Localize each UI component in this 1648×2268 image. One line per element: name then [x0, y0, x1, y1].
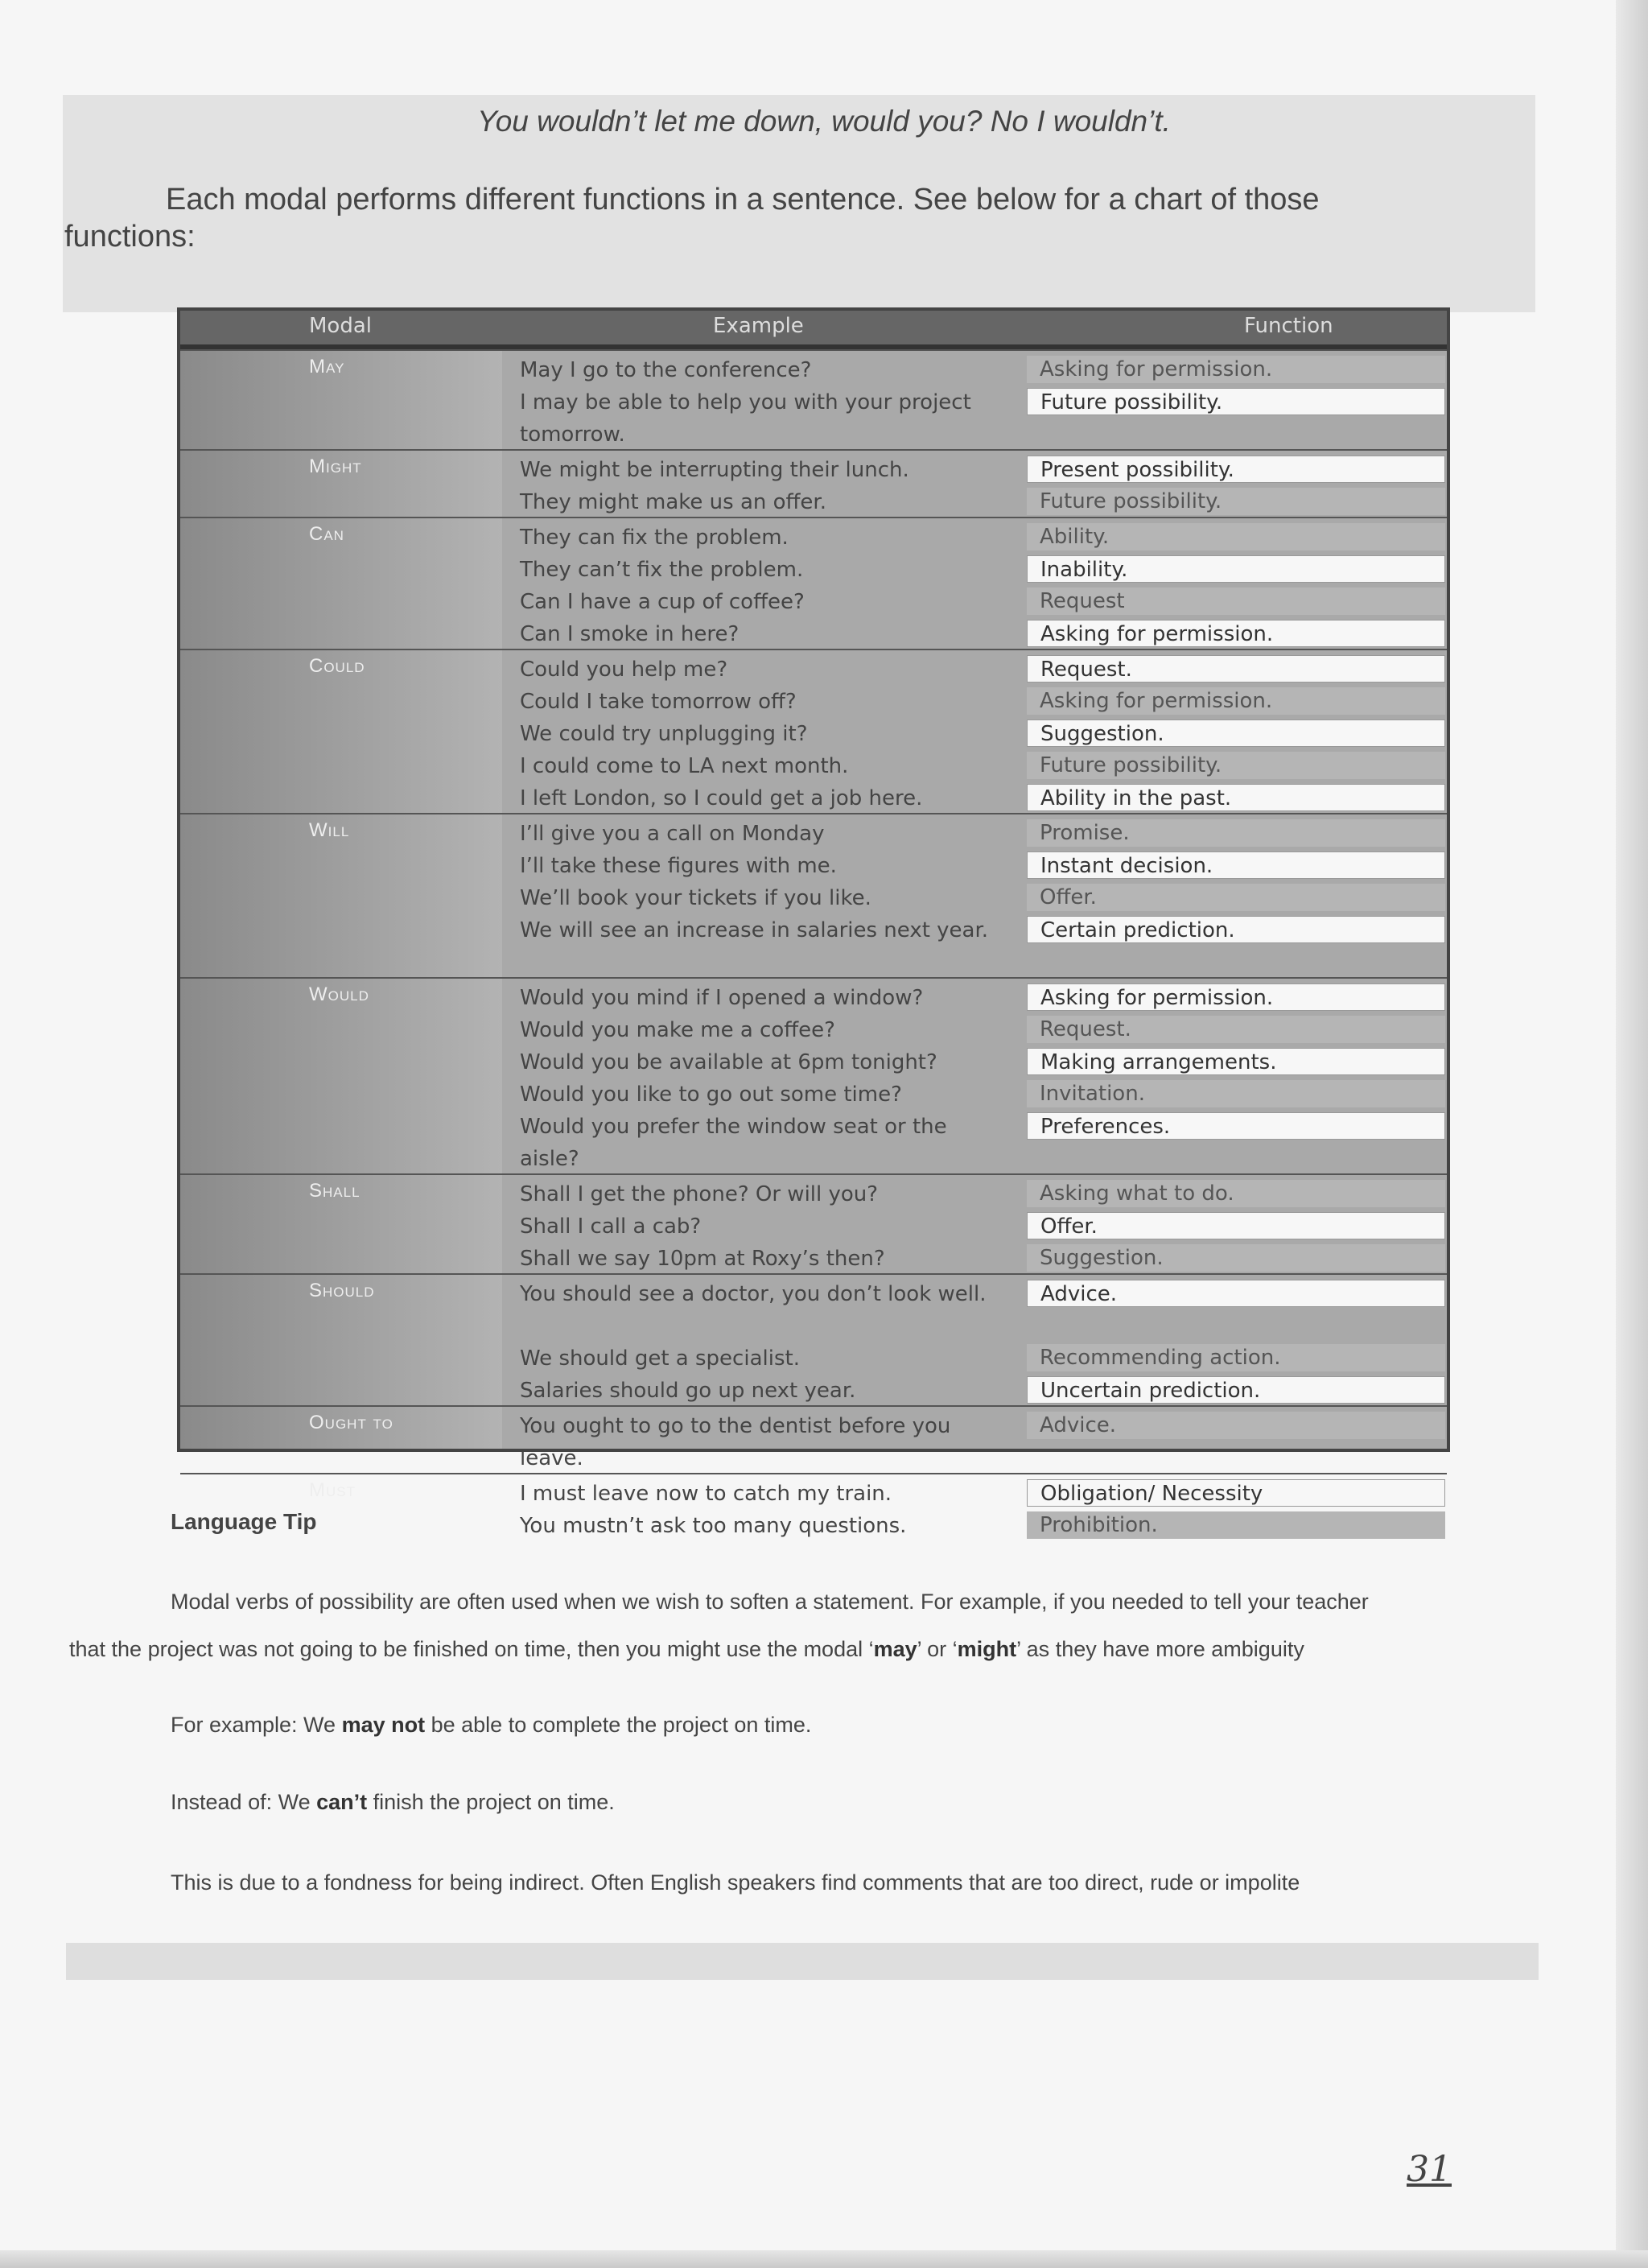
tip-text: ’ as they have more ambiguity — [1016, 1637, 1304, 1661]
example-cell: We should get a specialist. — [520, 1346, 800, 1371]
function-cell: Suggestion. — [1027, 720, 1445, 747]
example-cell: May I go to the conference? — [520, 358, 812, 382]
example-cell: Could I take tomorrow off? — [520, 690, 797, 714]
example-cell: I left London, so I could get a job here. — [520, 786, 923, 810]
table-header — [180, 311, 1447, 349]
example-cell: I’ll give you a call on Monday — [520, 822, 825, 846]
table-row — [180, 1405, 1447, 1474]
example-cell: Would you like to go out some time? — [520, 1082, 902, 1107]
example-cell: Would you make me a coffee? — [520, 1018, 835, 1042]
modal-cell: Can — [309, 523, 344, 545]
example-cell: You should see a doctor, you don’t look well. — [520, 1282, 987, 1306]
tip-bold-might: might — [957, 1637, 1017, 1661]
function-cell: Making arrangements. — [1027, 1048, 1445, 1075]
function-cell: Instant decision. — [1027, 852, 1445, 879]
example-bold: may not — [341, 1713, 426, 1737]
example-cell: They can’t fix the problem. — [520, 558, 804, 582]
function-cell: Offer. — [1027, 884, 1445, 911]
table-row — [180, 1273, 1447, 1407]
function-cell: Inability. — [1027, 555, 1445, 583]
example-cell: We might be interrupting their lunch. — [520, 458, 909, 482]
scan-edge-bottom — [0, 2250, 1648, 2268]
function-cell: Promise. — [1027, 819, 1445, 847]
function-cell: Ability in the past. — [1027, 784, 1445, 811]
example-cell: Shall I get the phone? Or will you? — [520, 1182, 879, 1206]
quote-line: You wouldn’t let me down, would you? No I wouldn’t. — [477, 105, 1171, 138]
example-cell: Can I have a cup of coffee? — [520, 590, 805, 614]
example-cell: You mustn’t ask too many questions. — [520, 1514, 907, 1538]
example-cell: We could try unplugging it? — [520, 722, 808, 746]
function-cell: Advice. — [1027, 1412, 1445, 1439]
table-row — [180, 449, 1447, 518]
function-cell: Present possibility. — [1027, 456, 1445, 483]
example-cell: I may be able to help you with your project tomorrow. — [520, 390, 971, 447]
modal-cell: Would — [309, 983, 369, 1005]
example-cell: Can I smoke in here? — [520, 622, 740, 646]
instead-bold: can’t — [316, 1790, 368, 1814]
function-cell: Preferences. — [1027, 1112, 1445, 1140]
example-cell: I must leave now to catch my train. — [520, 1482, 892, 1506]
table-row — [180, 977, 1447, 1175]
function-cell: Asking for permission. — [1027, 687, 1445, 715]
function-cell: Recommending action. — [1027, 1344, 1445, 1371]
tip-text: ’ or ‘ — [917, 1637, 958, 1661]
header-function: Function — [1244, 314, 1333, 338]
example-cell: Shall I call a cab? — [520, 1214, 702, 1239]
table-row — [180, 1173, 1447, 1275]
function-cell: Advice. — [1027, 1280, 1445, 1307]
example-cell: We’ll book your tickets if you like. — [520, 886, 871, 910]
function-cell: Obligation/ Necessity — [1027, 1479, 1445, 1507]
table-row — [180, 813, 1447, 979]
example-cell: Would you be available at 6pm tonight? — [520, 1050, 937, 1074]
example-cell: Salaries should go up next year. — [520, 1379, 856, 1403]
function-cell: Future possibility. — [1027, 488, 1445, 515]
tip-paragraph-line-2 — [69, 1629, 1518, 1669]
modal-cell: May — [309, 356, 345, 377]
function-cell: Asking what to do. — [1027, 1180, 1445, 1207]
function-cell: Request. — [1027, 655, 1445, 682]
function-cell: Suggestion. — [1027, 1244, 1445, 1272]
function-cell: Ability. — [1027, 523, 1445, 551]
modal-cell: Will — [309, 819, 350, 841]
function-cell: Request. — [1027, 1016, 1445, 1043]
function-cell: Certain prediction. — [1027, 916, 1445, 943]
header-example: Example — [713, 314, 804, 338]
function-cell: Future possibility. — [1027, 388, 1445, 415]
footer-shaded-band — [66, 1943, 1539, 1980]
example-text: be able to complete the project on time. — [425, 1713, 812, 1737]
example-cell: I could come to LA next month. — [520, 754, 849, 778]
instead-text: Instead of: We — [171, 1790, 317, 1814]
function-cell: Uncertain prediction. — [1027, 1376, 1445, 1404]
header-modal: Modal — [309, 314, 372, 338]
tip-bold-may: may — [873, 1637, 917, 1661]
table-row — [180, 649, 1447, 814]
table-row — [180, 349, 1447, 451]
intro-paragraph: Each modal performs different functions in a sentence. See below for a chart of those functions: — [64, 183, 1320, 254]
example-cell: Would you prefer the window seat or the aisle? — [520, 1115, 947, 1171]
closing-paragraph: This is due to a fondness for being indirect. Often English speakers find comments that are too direct, rude or impolite — [171, 1870, 1300, 1895]
function-cell: Future possibility. — [1027, 752, 1445, 779]
tip-paragraph-line-1: Modal verbs of possibility are often used when we wish to soften a statement. For example, if you needed to tell your teacher — [171, 1590, 1369, 1614]
modal-cell: Ought to — [309, 1412, 393, 1433]
modal-cell: Might — [309, 456, 362, 477]
example-cell: I’ll take these figures with me. — [520, 854, 837, 878]
example-cell: You ought to go to the dentist before you leave. — [520, 1414, 951, 1470]
example-sentence — [171, 1705, 811, 1745]
modal-cell: Should — [309, 1280, 375, 1301]
instead-sentence — [171, 1782, 615, 1822]
function-cell: Asking for permission. — [1027, 620, 1445, 647]
tip-text: that the project was not going to be finished on time, then you might use the modal ‘ — [69, 1637, 874, 1661]
function-cell: Request — [1027, 588, 1445, 615]
scan-edge-right — [1616, 0, 1648, 2268]
function-cell: Prohibition. — [1027, 1511, 1445, 1539]
function-cell: Asking for permission. — [1027, 356, 1445, 383]
language-tip-title: Language Tip — [171, 1509, 317, 1534]
example-cell: They can fix the problem. — [520, 526, 789, 550]
example-cell: We will see an increase in salaries next year. — [520, 918, 989, 942]
function-cell: Invitation. — [1027, 1080, 1445, 1107]
table-row — [180, 517, 1447, 650]
instead-text: finish the project on time. — [367, 1790, 615, 1814]
page-number: 31 — [1407, 2149, 1452, 2190]
example-cell: Shall we say 10pm at Roxy’s then? — [520, 1247, 885, 1271]
example-cell: Would you mind if I opened a window? — [520, 986, 924, 1010]
modal-cell: Could — [309, 655, 365, 677]
function-cell: Asking for permission. — [1027, 983, 1445, 1011]
example-cell: Could you help me? — [520, 658, 728, 682]
table-row — [180, 1473, 1447, 1542]
example-cell: They might make us an offer. — [520, 490, 826, 514]
modal-cell: Must — [309, 1479, 356, 1501]
example-text: For example: We — [171, 1713, 342, 1737]
modal-cell: Shall — [309, 1180, 360, 1202]
function-cell: Offer. — [1027, 1212, 1445, 1239]
